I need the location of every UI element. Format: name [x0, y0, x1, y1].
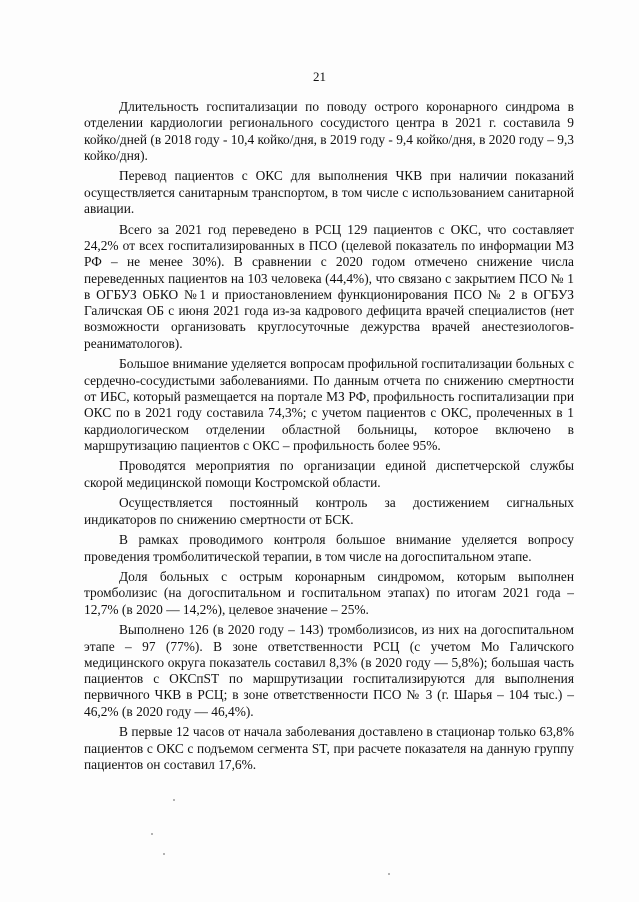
paragraph-thrombolysis-count: Выполнено 126 (в 2020 году – 143) тромболизисов, из них на догоспитальном этапе – 97 (77%). В зоне ответственности РСЦ (с учетом Мо Галичского медицинского округа показатель составил 8,3% (в 2020 году — 5,8%); большая часть пациентов с ОКСпST по маршрутизации госпитализируются для выполнения первичного ЧКВ в РСЦ; в зоне ответственности ПСО № 3 (г. Шарья – 104 тыс.) – 46,2% (в 2020 году — 46,4%).	[84, 622, 574, 719]
paragraph-patient-transfer: Перевод пациентов с ОКС для выполнения ЧКВ при наличии показаний осуществляется санитарным транспортом, в том числе с использованием санитарной авиации.	[84, 168, 574, 217]
paragraph-first-12-hours: В первые 12 часов от начала заболевания доставлено в стационар только 63,8% пациентов с ОКС с подъемом сегмента ST, при расчете показателя на данную группу пациентов он составил 17,6%.	[84, 724, 574, 772]
scan-speck	[388, 873, 390, 875]
paragraph-transfer-stats: Всего за 2021 год переведено в РСЦ 129 пациентов с ОКС, что составляет 24,2% от всех госпитализированных в ПСО (целевой показатель по информации МЗ РФ – не менее 30%). В сравнении с 2020 годом отмечено снижение числа переведенных пациентов на 103 человека (44,4%), что связано с закрытием ПСО № 1 в ОГБУЗ ОБКО №1 и приостановлением функционирования ПСО № 2 в ОГБУЗ Галичская ОБ с июня 2021 года из-за кадрового дефицита врачей специалистов (нет возможности организовать круглосуточные дежурства врачей анестезиологов-реаниматологов).	[84, 221, 574, 351]
page-number: 21	[313, 69, 326, 84]
paragraph-thrombolysis-share: Доля больных с острым коронарным синдромом, которым выполнен тромболизис (на догоспитальном и госпитальном этапах) по итогам 2021 года – 12,7% (в 2020 — 14,2%), целевое значение – 25%.	[84, 569, 574, 617]
scan-speck	[163, 853, 165, 855]
document-body	[84, 99, 574, 778]
paragraph-thrombolytic-therapy: В рамках проводимого контроля большое внимание уделяется вопросу проведения тромболитической терапии, в том числе на догоспитальном этапе.	[84, 532, 574, 564]
paragraph-dispatch-service: Проводятся мероприятия по организации единой диспетчерской службы скорой медицинской помощи Костромской области.	[84, 458, 574, 490]
paragraph-monitoring: Осуществляется постоянный контроль за достижением сигнальных индикаторов по снижению смертности от БСК.	[84, 495, 574, 527]
paragraph-hospitalization-duration: Длительность госпитализации по поводу острого коронарного синдрома в отделении кардиологии регионального сосудистого центра в 2021 г. составила 9 койко/дней (в 2018 году - 10,4 койко/дня, в 2019 году - 9,4 койко/дня, в 2020 году – 9,3 койко/дня).	[84, 99, 574, 163]
scan-speck	[173, 799, 175, 801]
paragraph-profile-hospitalization: Большое внимание уделяется вопросам профильной госпитализации больных с сердечно-сосудистыми заболеваниями. По данным отчета по снижению смертности от ИБС, который размещается на портале МЗ РФ, профильность госпитализации при ОКС по в 2021 году составила 74,3%; с учетом пациентов с ОКС, пролеченных в 1 кардиологическом отделении областной больницы, которое включено в маршрутизацию пациентов с ОКС – профильность более 95%.	[84, 356, 574, 453]
scan-speck	[151, 833, 153, 835]
